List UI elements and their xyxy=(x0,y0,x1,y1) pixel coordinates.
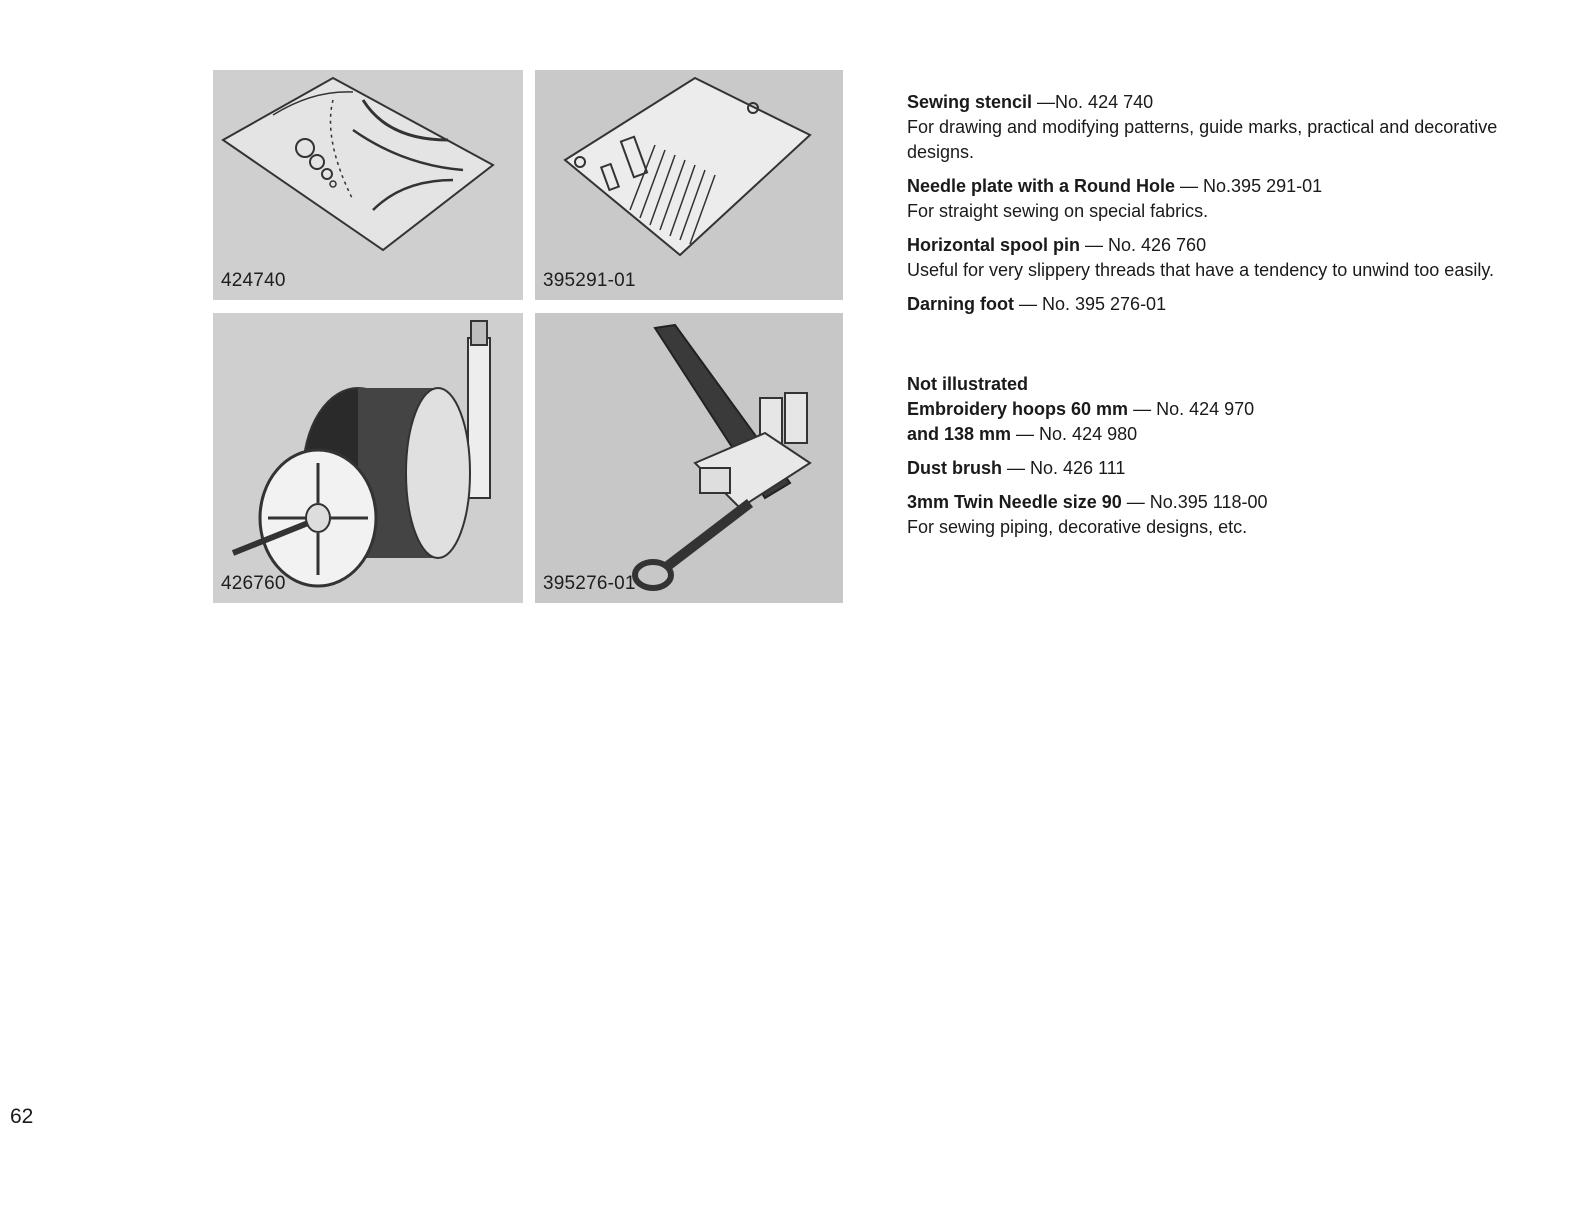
entry-description: For sewing piping, decorative designs, etc. xyxy=(907,517,1248,537)
figure-label-395291-01: 395291-01 xyxy=(543,270,636,291)
entry-description: For drawing and modifying patterns, guide marks, practical and decorative designs. xyxy=(907,117,1498,162)
entry-number: — No. 426 111 xyxy=(1002,458,1126,478)
entry-dust-brush xyxy=(907,456,1557,481)
entry-number: — No.395 291-01 xyxy=(1175,176,1323,196)
figure-label-424740: 424740 xyxy=(221,270,286,291)
not-illustrated-heading: Not illustrated xyxy=(907,374,1029,394)
accessory-descriptions xyxy=(907,90,1557,549)
page-number: 62 xyxy=(10,1105,34,1128)
entry-twin-needle xyxy=(907,490,1557,540)
figure-sewing-stencil xyxy=(213,70,523,300)
entry-needle-plate xyxy=(907,174,1557,224)
horizontal-spool-pin-illustration xyxy=(213,313,523,603)
entry-title: 3mm Twin Needle size 90 xyxy=(907,492,1122,512)
figure-darning-foot xyxy=(535,313,843,603)
entry-title: Darning foot xyxy=(907,294,1014,314)
figure-label-395276-01: 395276-01 xyxy=(543,573,636,594)
entry-title: and 138 mm xyxy=(907,424,1012,444)
entry-title: Sewing stencil xyxy=(907,92,1033,112)
figure-horizontal-spool-pin xyxy=(213,313,523,603)
figure-needle-plate xyxy=(535,70,843,300)
sewing-stencil-illustration xyxy=(213,70,523,300)
figure-label-426760: 426760 xyxy=(221,573,286,594)
entry-number: — No. 424 980 xyxy=(1011,424,1138,444)
entry-embroidery-hoops-138 xyxy=(907,422,1557,447)
entry-horizontal-spool-pin xyxy=(907,233,1557,283)
entry-darning-foot xyxy=(907,292,1557,317)
entry-number: — No. 395 276-01 xyxy=(1013,294,1167,314)
entry-number: — No. 426 760 xyxy=(1080,235,1207,255)
not-illustrated-heading-block xyxy=(907,372,1557,397)
entry-number: — No.395 118-00 xyxy=(1121,492,1268,512)
entry-sewing-stencil xyxy=(907,90,1557,165)
entry-number: —No. 424 740 xyxy=(1032,92,1154,112)
darning-foot-illustration xyxy=(535,313,843,603)
entry-title: Horizontal spool pin xyxy=(907,235,1080,255)
needle-plate-illustration xyxy=(535,70,843,300)
entry-description: Useful for very slippery threads that have a tendency to unwind too easily. xyxy=(907,260,1494,280)
entry-title: Dust brush xyxy=(907,458,1003,478)
entry-description: For straight sewing on special fabrics. xyxy=(907,201,1209,221)
entry-embroidery-hoops-60 xyxy=(907,397,1557,422)
entry-number: — No. 424 970 xyxy=(1128,399,1255,419)
entry-title: Embroidery hoops 60 mm xyxy=(907,399,1129,419)
entry-title: Needle plate with a Round Hole xyxy=(907,176,1176,196)
